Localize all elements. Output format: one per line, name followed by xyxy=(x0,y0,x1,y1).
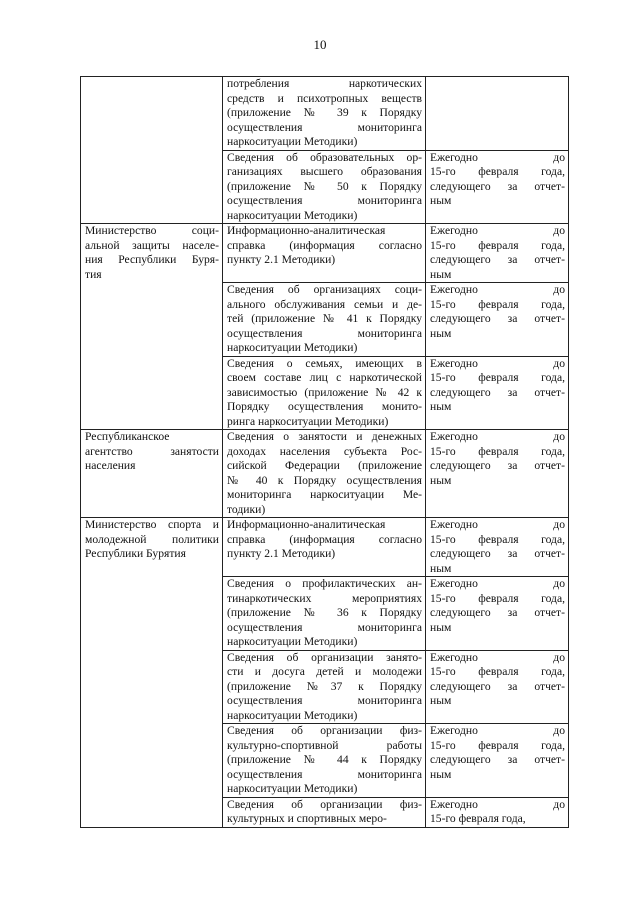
doc-line: Сведения о профилактических ан- xyxy=(227,577,422,590)
monitoring-sources-table xyxy=(80,76,569,828)
period-line: 15-го февраля года, xyxy=(430,738,565,752)
deadline-cell xyxy=(426,518,569,577)
period-line: Ежегодно до xyxy=(430,283,565,296)
table-row xyxy=(81,77,569,151)
doc-line: наркоситуации Методики) xyxy=(227,341,358,354)
org-line: ния Республики Буря- xyxy=(85,253,219,266)
period-line: 15-го февраля года, xyxy=(430,165,565,178)
deadline-cell xyxy=(426,724,569,798)
doc-line: ального обслуживания семьи и де- xyxy=(227,297,422,311)
document-cell xyxy=(223,283,426,357)
doc-line: (приложение № 36 к Порядку xyxy=(227,606,422,619)
document-cell xyxy=(223,518,426,577)
doc-line: наркоситуации Методики) xyxy=(227,708,358,722)
doc-line: справка (информация согласно xyxy=(227,532,422,546)
deadline-cell xyxy=(426,797,569,827)
period-line: следующего за отчет- xyxy=(430,253,565,266)
organization-cell xyxy=(81,224,223,430)
period-line: следующего за отчет- xyxy=(430,312,565,325)
period-line: 15-го февраля года, xyxy=(430,297,565,311)
doc-line: осуществления мониторинга xyxy=(227,326,422,340)
period-line: следующего за отчет- xyxy=(430,606,565,619)
document-cell xyxy=(223,797,426,827)
doc-line: тодики) xyxy=(227,502,266,516)
period-line: следующего за отчет- xyxy=(430,385,565,399)
period-line: следующего за отчет- xyxy=(430,679,565,693)
doc-line: Сведения об организации физ- xyxy=(227,724,422,737)
doc-line: своем составе лиц с наркотической xyxy=(227,371,422,384)
org-line: агентство занятости xyxy=(85,444,219,458)
period-line: следующего за отчет- xyxy=(430,179,565,193)
doc-line: культурных и спортивных меро- xyxy=(227,812,387,825)
doc-line: зависимостью (приложение № 42 к xyxy=(227,385,422,399)
document-cell xyxy=(223,577,426,651)
doc-line: средств и психотропных веществ xyxy=(227,91,422,105)
doc-line: Сведения об организации физ- xyxy=(227,797,422,811)
period-line: ным xyxy=(430,400,452,413)
doc-line: Информационно-аналитическая xyxy=(227,224,386,237)
doc-line: справка (информация согласно xyxy=(227,238,422,252)
period-line: 15-го февраля года, xyxy=(430,532,565,546)
doc-line: (приложение № 39 к Порядку xyxy=(227,106,422,119)
doc-line: тинаркотических мероприятиях xyxy=(227,591,422,605)
deadline-cell xyxy=(426,430,569,518)
period-line: Ежегодно до xyxy=(430,518,565,531)
period-line: Ежегодно до xyxy=(430,577,565,590)
period-line: Ежегодно до xyxy=(430,650,565,664)
deadline-cell xyxy=(426,356,569,430)
doc-line: (приложение №37 к Порядку xyxy=(227,679,422,693)
doc-line: (приложение № 50 к Порядку xyxy=(227,179,422,193)
period-line: ным xyxy=(430,561,452,575)
table-body xyxy=(81,77,569,828)
doc-line: доходах населения субъекта Рос- xyxy=(227,444,422,458)
doc-line: осуществления мониторинга xyxy=(227,120,422,134)
period-line: Ежегодно до xyxy=(430,724,565,737)
period-line: ным xyxy=(430,194,452,207)
document-cell xyxy=(223,430,426,518)
doc-line: ганизациях высшего образования xyxy=(227,165,422,178)
deadline-cell xyxy=(426,650,569,724)
period-line: 15-го февраля года, xyxy=(430,812,526,825)
period-line: Ежегодно до xyxy=(430,797,565,811)
period-line: 15-го февраля года, xyxy=(430,238,565,252)
period-line: Ежегодно до xyxy=(430,430,565,443)
doc-line: № 40 к Порядку осуществления xyxy=(227,473,422,487)
doc-line: культурно-спортивной работы xyxy=(227,738,422,752)
doc-line: Сведения о занятости и денежных xyxy=(227,430,422,443)
doc-line: наркоситуации Методики) xyxy=(227,208,358,222)
document-cell xyxy=(223,650,426,724)
document-cell xyxy=(223,77,426,151)
org-line: Республиканское xyxy=(85,430,170,443)
deadline-cell xyxy=(426,150,569,224)
doc-line: осуществления мониторинга xyxy=(227,194,422,207)
doc-line: потребления наркотических xyxy=(227,77,422,90)
org-line: альной защиты населе- xyxy=(85,238,219,252)
period-line: ным xyxy=(430,694,452,707)
document-cell xyxy=(223,724,426,798)
doc-line: наркоситуации Методики) xyxy=(227,782,358,795)
period-line: Ежегодно до xyxy=(430,150,565,164)
period-line: следующего за отчет- xyxy=(430,459,565,472)
deadline-cell xyxy=(426,283,569,357)
doc-line: осуществления мониторинга xyxy=(227,694,422,707)
doc-line: пункту 2.1 Методики) xyxy=(227,253,336,266)
period-line: ным xyxy=(430,767,452,781)
doc-line: тей (приложение № 41 к Порядку xyxy=(227,312,422,325)
doc-line: сти и досуга детей и молодежи xyxy=(227,665,422,678)
org-line: молодежной политики xyxy=(85,532,219,546)
page-number: 10 xyxy=(313,37,327,52)
doc-line: Сведения об образовательных ор- xyxy=(227,150,422,164)
organization-cell xyxy=(81,518,223,828)
doc-line: осуществления мониторинга xyxy=(227,620,422,634)
org-line: населения xyxy=(85,459,136,472)
deadline-cell xyxy=(426,577,569,651)
period-line: Ежегодно до xyxy=(430,224,565,237)
doc-line: Информационно-аналитическая xyxy=(227,518,386,531)
doc-line: Сведения об организации занято- xyxy=(227,650,422,664)
period-line: 15-го февраля года, xyxy=(430,371,565,384)
doc-line: пункту 2.1 Методики) xyxy=(227,547,336,560)
deadline-cell xyxy=(426,77,569,151)
org-line: тия xyxy=(85,267,102,281)
document-cell xyxy=(223,356,426,430)
doc-line: Сведения о семьях, имеющих в xyxy=(227,356,422,370)
doc-line: наркоситуации Методики) xyxy=(227,135,358,148)
document-cell xyxy=(223,224,426,283)
period-line: 15-го февраля года, xyxy=(430,591,565,605)
period-line: следующего за отчет- xyxy=(430,753,565,766)
period-line: Ежегодно до xyxy=(430,356,565,370)
period-line: следующего за отчет- xyxy=(430,547,565,560)
doc-line: ринга наркоситуации Методики) xyxy=(227,414,389,428)
org-line: Министерство спорта и xyxy=(85,518,219,531)
period-line: ным xyxy=(430,473,452,487)
doc-line: осуществления мониторинга xyxy=(227,767,422,781)
doc-line: (приложение № 44 к Порядку xyxy=(227,753,422,766)
org-line: Республики Бурятия xyxy=(85,547,186,560)
doc-line: Сведения об организациях соци- xyxy=(227,283,422,296)
table-row xyxy=(81,430,569,518)
document-cell xyxy=(223,150,426,224)
table-row xyxy=(81,518,569,577)
deadline-cell xyxy=(426,224,569,283)
period-line: ным xyxy=(430,267,452,281)
doc-line: Порядку осуществления монито- xyxy=(227,400,422,413)
period-line: ным xyxy=(430,620,452,634)
period-line: ным xyxy=(430,326,452,340)
doc-line: наркоситуации Методики) xyxy=(227,635,358,648)
period-line: 15-го февраля года, xyxy=(430,665,565,678)
period-line: 15-го февраля года, xyxy=(430,444,565,458)
doc-line: сийской Федерации (приложение xyxy=(227,459,422,472)
table-row xyxy=(81,224,569,283)
org-line: Министерство соци- xyxy=(85,224,219,237)
organization-cell xyxy=(81,430,223,518)
organization-cell xyxy=(81,77,223,224)
doc-line: мониторинга наркоситуации Ме- xyxy=(227,488,422,501)
